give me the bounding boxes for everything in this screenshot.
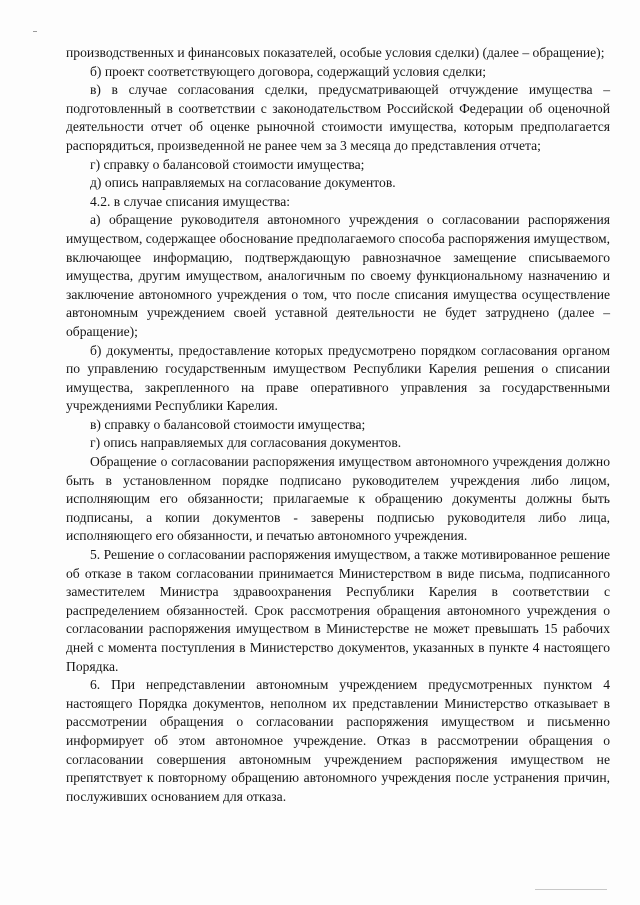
paragraph-4-1-b: б) проект соответствующего договора, содержащий условия сделки; — [90, 63, 487, 79]
paragraph-4-1-v: в) в случае согласования сделки, предусматривающей отчуждение имущества – подготовленный в соответствии с законодательством Российской Федерации об оценочной деятельности отчет об оценке рыночной стоимости имущества, которым предполагается распорядиться, произведенной не ранее чем за 3 месяца до представления отчета; — [66, 82, 610, 153]
paragraph-4-2-v: в) справку о балансовой стоимости имущества; — [90, 416, 366, 432]
paragraph-4-1-d: д) опись направляемых на согласование документов. — [90, 175, 396, 191]
paragraph-4-2-g: г) опись направляемых для согласования документов. — [90, 435, 402, 451]
paragraph-continuation: производственных и финансовых показателей, особые условия сделки) (далее – обращение); — [66, 45, 605, 60]
paragraph-6: 6. При непредставлении автономным учреждением предусмотренных пунктом 4 настоящего Порядка документов, неполном их представлении Министерство отказывает в рассмотрении обращения о согласовании распоряжения имуществом и письменно информирует об этом автономное учреждение. Отказ в рассмотрении обращения о согласовании совершения автономным учреждением распоряжения имуществом не препятствует к повторному обращению автономного учреждения после устранения причин, послуживших основанием для отказа. — [66, 677, 610, 804]
paragraph-5: 5. Решение о согласовании распоряжения имуществом, а также мотивированное решение об отказе в таком согласовании принимается Министерством в виде письма, подписанного заместителем Министра здравоохранения Республики Карелия в соответствии с распределением обязанностей. Срок рассмотрения обращения автономного учреждения о согласовании распоряжения имуществом в Министерстве не может превышать 15 рабочих дней с момента поступления в Министерство документов, указанных в пункте 4 настоящего Порядка. — [66, 547, 610, 674]
paragraph-4-1-g: г) справку о балансовой стоимости имущества; — [90, 156, 365, 172]
document-body — [66, 44, 610, 806]
scan-mark — [33, 31, 37, 32]
paragraph-4-2-b: б) документы, предоставление которых предусмотрено порядком согласования органом по управлению государственным имуществом Республики Карелия решения о списании имущества, закрепленного на праве оперативного управления за государственными учреждениями Республики Карелия. — [66, 342, 610, 414]
footer-rule — [535, 889, 607, 890]
paragraph-appeal-signing: Обращение о согласовании распоряжения имуществом автономного учреждения должно быть в установленном порядке подписано руководителем учреждения либо лицом, исполняющим его обязанности; прилагаемые к обращению документы должны быть подписаны, а копии документов - заверены подписью руководителя либо лица, исполняющего его обязанности, и печатью автономного учреждения. — [66, 454, 610, 544]
paragraph-4-2-a: а) обращение руководителя автономного учреждения о согласовании распоряжения имуществом, содержащее обоснование предполагаемого способа распоряжения имуществом, включающее информацию, подтверждающую равнозначное замещение списываемого имущества, другим имуществом, аналогичным по своему функциональному назначению и заключение автономного учреждения о том, что после списания имущества осуществление автономным учреждением своей уставной деятельности не будет затруднено (далее – обращение); — [66, 212, 610, 339]
paragraph-4-2: 4.2. в случае списания имущества: — [90, 193, 291, 209]
